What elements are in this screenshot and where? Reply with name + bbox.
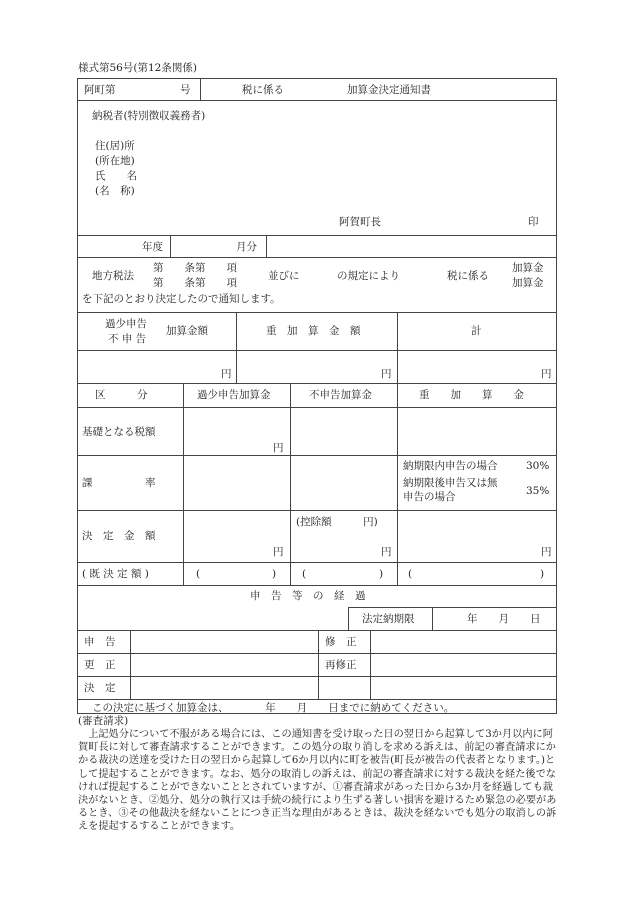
header-juka: 重 加 算 金 額 <box>266 325 361 337</box>
prev-paren-close-2: ) <box>379 568 384 580</box>
summary-yen-3: 円 <box>541 368 552 380</box>
summary-yen-2: 円 <box>381 368 392 380</box>
appeal-notes <box>78 728 558 834</box>
notice-text: を下記のとおり決定したので通知します。 <box>82 293 281 305</box>
tax-related-label: 税に係る <box>242 84 284 96</box>
appeal-body: 上記処分について不服がある場合には、この通知書を受け取った日の翌日から起算して3か月以内に阿賀町長に対して審査請求することができます。この処分の取り消しを求める訴えは、前記の審査請求にかかる裁決の送達を受けた日の翌日から起算して6か月以内に町を被告(町長が被告の代表者となります。)として提起することができます。なお、処分の取消しの訴えは、前記の審査請求に対する裁決を経た後でなければ提起することができないこととされていますが、①審査請求があった日から3か月を経過しても裁決がないとき、②処分、処分の執行又は手続の続行により生ずる著しい損害を避けるため緊急の必要があるとき、③その他裁決を経ないことにつき正当な理由があるときは、裁決を経ないでも処分の取消しの訴えを提起するすることができます。 <box>78 729 557 833</box>
taxpayer-label: 納税者(特別徴収義務者) <box>92 110 206 122</box>
rate-after-label-2: 申告の場合 <box>403 491 456 503</box>
header-amount: 加算金額 <box>166 325 208 337</box>
shinkoku-label: 申 告 <box>84 636 116 648</box>
decided-yen-3: 円 <box>541 546 552 558</box>
kosei-label: 更 正 <box>84 659 116 671</box>
row-decided: 決 定 金 額 <box>82 530 156 542</box>
law-label: 地方税法 <box>92 270 134 282</box>
deduct-label: (控除額 円) <box>296 516 378 528</box>
article-1: 第 条第 項 <box>153 262 237 274</box>
name-label: 氏 名 <box>95 170 137 182</box>
payment-text: この決定に基づく加算金は、 年 月 日までに納めてください。 <box>92 702 455 714</box>
deadline-label: 法定納期限 <box>362 613 415 625</box>
kettei-label: 決 定 <box>84 682 116 694</box>
col-kubun: 区 分 <box>95 389 148 401</box>
per-label: の規定により <box>337 270 400 282</box>
kasan-label-2: 加算金 <box>512 277 544 289</box>
address-label: 住(居)所 <box>95 140 135 152</box>
month-label: 月分 <box>236 241 257 253</box>
rate-in-label: 納期限内申告の場合 <box>403 460 498 472</box>
prev-paren-open-2: ( <box>302 568 307 580</box>
kasan-label-1: 加算金 <box>512 262 544 274</box>
col-fushin: 不申告加算金 <box>309 389 372 401</box>
go-label: 号 <box>180 84 191 96</box>
alt-name-label: (名 称) <box>95 185 135 197</box>
summary-yen-1: 円 <box>221 368 232 380</box>
mayor-label: 阿賀町長 <box>339 216 381 228</box>
rate-in-pct: 30% <box>526 460 550 472</box>
base-yen: 円 <box>273 442 284 454</box>
header-kasho: 過少申告 <box>105 318 147 330</box>
saishusei-label: 再修正 <box>325 659 357 671</box>
header-total: 計 <box>471 325 482 337</box>
deadline-date: 年 月 日 <box>467 613 541 625</box>
prev-paren-open-1: ( <box>196 568 201 580</box>
process-title: 申 告 等 の 経 過 <box>250 590 366 602</box>
town-number-label: 阿町第 <box>84 84 116 96</box>
row-rate: 課 率 <box>82 477 156 489</box>
year-label: 年度 <box>142 241 163 253</box>
shusei-label: 修 正 <box>325 636 357 648</box>
location-label: (所在地) <box>95 155 135 167</box>
prev-paren-close-3: ) <box>540 568 545 580</box>
tax-label: 税に係る <box>447 270 489 282</box>
rate-after-pct: 35% <box>526 485 550 497</box>
decided-yen-2: 円 <box>381 546 392 558</box>
decided-yen-1: 円 <box>273 546 284 558</box>
and-label: 並びに <box>268 270 300 282</box>
row-base: 基礎となる税額 <box>82 426 156 438</box>
header-fushin: 不 申 告 <box>108 333 147 345</box>
rate-after-label-1: 納期限後申告又は無 <box>403 477 498 489</box>
document-title: 加算金決定通知書 <box>347 84 431 96</box>
col-kasho: 過少申告加算金 <box>197 389 271 401</box>
seal-label: 印 <box>528 216 539 228</box>
prev-paren-open-3: ( <box>408 568 413 580</box>
appeal-heading: (審査請求) <box>78 715 129 727</box>
row-prev: ( 既 決 定 額 ) <box>82 568 149 580</box>
article-2: 第 条第 項 <box>153 277 237 289</box>
col-juka: 重 加 算 金 <box>419 389 524 401</box>
prev-paren-close-1: ) <box>272 568 277 580</box>
form-number: 様式第56号(第12条関係) <box>78 62 197 74</box>
